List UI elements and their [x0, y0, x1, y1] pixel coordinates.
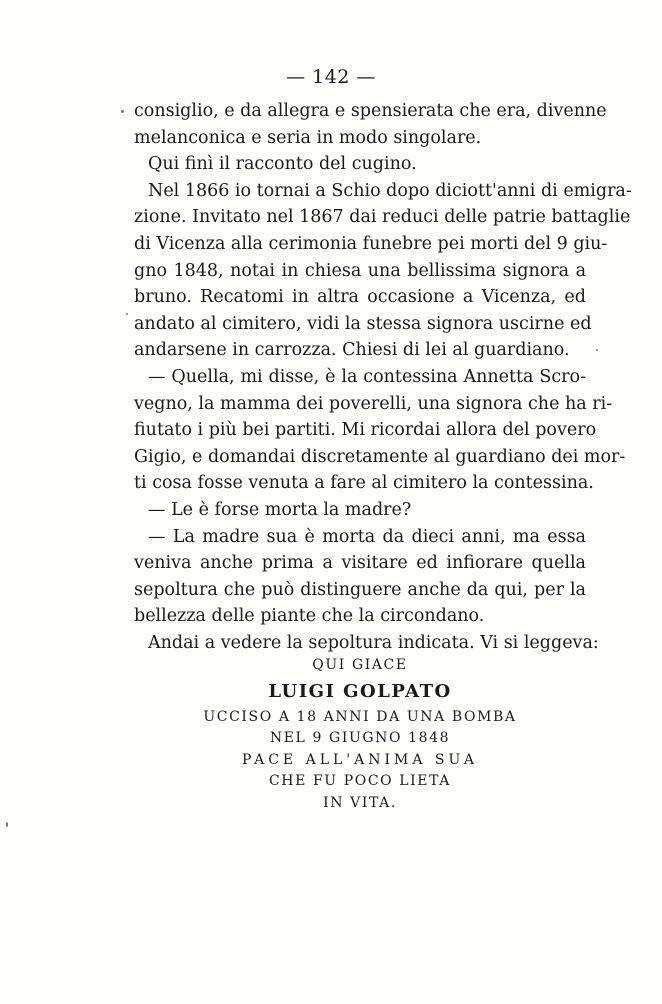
text-line: melanconica e seria in modo singolare. — [134, 127, 482, 148]
text-line: bruno. Recatomi in altra occasione a Vicenza, ed — [134, 287, 586, 308]
epitaph-line: UCCISO A 18 ANNI DA UNA BOMBA — [203, 708, 517, 725]
text-line: — La madre sua è morta da dieci anni, ma essa — [148, 526, 586, 547]
paper-speck — [6, 822, 8, 827]
epitaph-inscription — [134, 655, 586, 814]
text-line: consiglio, e da allegra e spensierata che era, divenne — [134, 101, 607, 121]
epitaph-line: CHE FU POCO LIETA — [268, 773, 452, 789]
text-line: bellezza delle piante che la circondano. — [134, 606, 485, 627]
text-line: Qui finì il racconto del cugino. — [148, 154, 417, 175]
paper-speck — [121, 110, 124, 113]
epitaph-line: PACE ALL'ANIMA SUA — [241, 751, 479, 768]
text-line: — Quella, mi disse, è la contessina Annetta Scro- — [148, 366, 586, 387]
text-line: zione. Invitato nel 1867 dai reduci delle patrie battaglie — [134, 207, 631, 228]
text-line: veniva anche prima a visitare ed infiorare quella — [134, 553, 586, 574]
page-number: — 142 — — [286, 66, 376, 88]
text-line: sepoltura che può distinguere anche da qui, per la — [134, 579, 586, 600]
text-line: andato al cimitero, vidi la stessa signora uscirne ed — [134, 313, 592, 334]
text-line: Andai a vedere la sepoltura indicata. Vi si leggeva: — [148, 632, 599, 653]
text-line: gno 1848, notai in chiesa una bellissima signora a — [134, 260, 586, 281]
text-line: ti cosa fosse venuta a fare al cimitero la contessina. — [134, 473, 594, 494]
epitaph-line: QUI GIACE — [312, 657, 408, 673]
epitaph-line: IN VITA. — [323, 794, 397, 811]
text-line: — Le è forse morta la madre? — [148, 499, 412, 520]
text-line: andarsene in carrozza. Chiesi di lei al guardiano. — [134, 340, 570, 361]
body-text — [134, 98, 632, 656]
text-line: fiutato i più bei partiti. Mi ricordai allora del povero — [134, 420, 597, 441]
paper-speck — [126, 313, 128, 315]
epitaph-name: LUIGI GOLPATO — [268, 680, 452, 702]
text-line: vegno, la mamma dei poverelli, una signora che ha ri- — [134, 393, 613, 414]
text-line: di Vicenza alla cerimonia funebre pei morti del 9 giu- — [134, 233, 608, 254]
text-line: Nel 1866 io tornai a Schio dopo diciott'anni di emigra- — [148, 180, 632, 201]
epitaph-line: NEL 9 GIUGNO 1848 — [269, 730, 451, 746]
text-line: Gigio, e domandai discretamente al guardiano dei mor- — [134, 446, 626, 467]
paper-speck — [596, 349, 598, 351]
